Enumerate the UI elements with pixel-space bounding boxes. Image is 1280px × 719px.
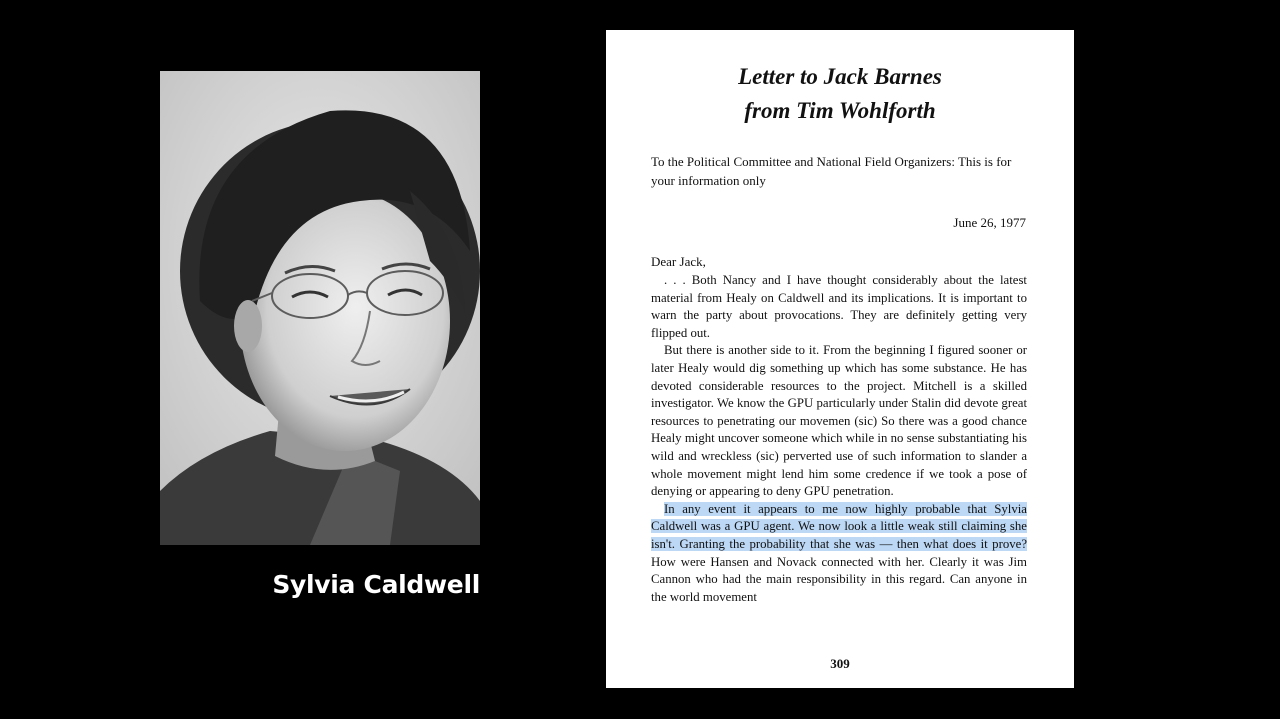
- title-line-1: Letter to Jack Barnes: [738, 64, 942, 89]
- letter-date: June 26, 1977: [953, 215, 1026, 230]
- photo-caption: Sylvia Caldwell: [272, 570, 480, 599]
- document-page: [606, 30, 1074, 688]
- paragraph-3: [651, 501, 1027, 607]
- page-number: 309: [830, 656, 850, 671]
- salutation: Dear Jack,: [651, 254, 706, 269]
- letter-body: [651, 272, 1027, 606]
- paragraph-1: . . . Both Nancy and I have thought considerably about the latest material from Healy on Caldwell and its implications. It is important to warn the party about provocations. They are definitely getting very flipped out.: [651, 273, 1027, 340]
- title-line-2: from Tim Wohlforth: [744, 98, 936, 123]
- paragraph-2: But there is another side to it. From the beginning I figured sooner or later Healy would dig something up which has some substance. He has devoted considerable resources to the project. Mitchell is a skilled investigator. We know the GPU particularly under Stalin did devote great resources to penetrating our movemen (sic) So there was a good chance Healy might uncover someone which while in no sense substantiating his wild and wreckless (sic) perverted use of such information to slander a whole movement might lend him some credence if we took a pose of denying or appearing to deny GPU penetration.: [651, 343, 1027, 499]
- preface-note: To the Political Committee and National Field Organizers: This is for your information only: [651, 154, 1012, 188]
- paragraph-3-rest: How were Hansen and Novack connected with her. Clearly it was Jim Cannon who had the main responsibility in this regard. Can anyone in the world movement: [651, 554, 1027, 604]
- highlighted-passage: In any event it appears to me now highly probable that Sylvia Caldwell was a GPU agent. We now look a little weak still claiming she isn't. Granting the probability that she was — then what does it prove?: [651, 501, 1027, 551]
- portrait-photo: [160, 71, 480, 545]
- document-title: [606, 60, 1074, 128]
